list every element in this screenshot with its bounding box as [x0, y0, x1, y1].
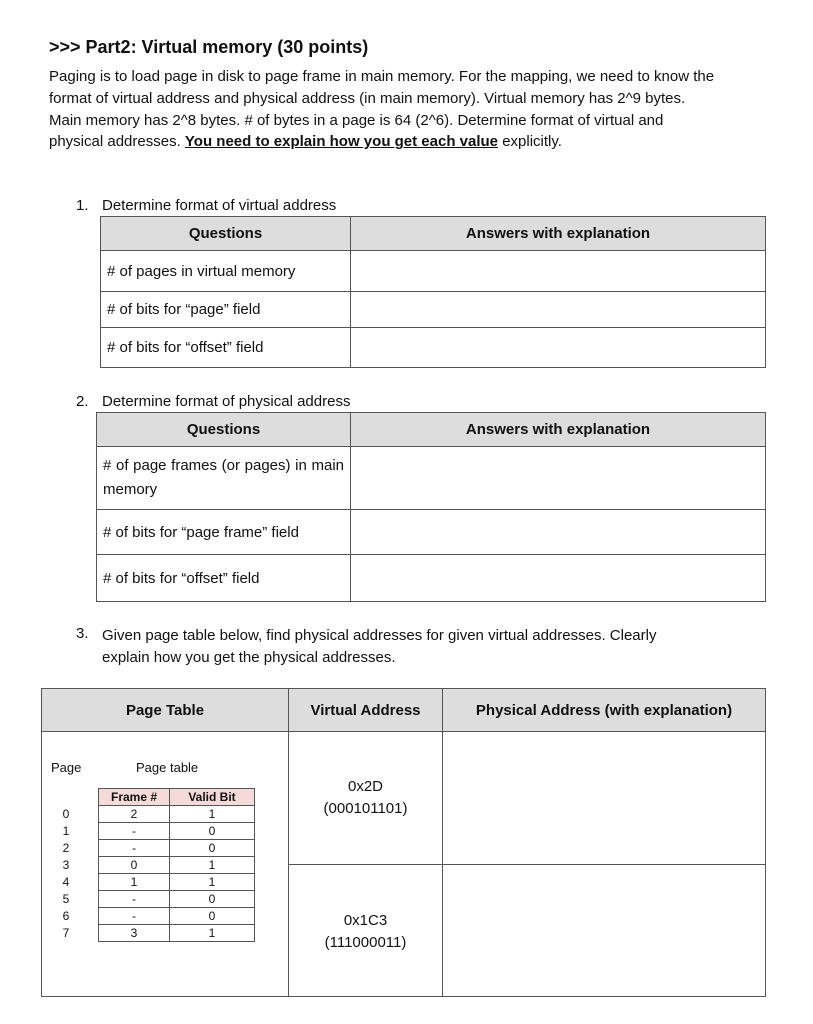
q3-col-virtual: Virtual Address: [289, 689, 443, 732]
table-row: [99, 840, 255, 857]
q1-heading-text: Determine format of virtual address: [102, 197, 337, 214]
frame-cell: -: [99, 908, 170, 925]
table-row: [99, 806, 255, 823]
physical-address-answer-cell[interactable]: [443, 865, 766, 997]
valid-cell: 0: [170, 823, 255, 840]
q1-answer-cell[interactable]: [351, 251, 766, 292]
q1-answer-cell[interactable]: [351, 292, 766, 328]
q2-heading: [76, 393, 350, 410]
q1-row-question: # of bits for “offset” field: [101, 328, 351, 368]
table-row: [99, 874, 255, 891]
q3-table: [41, 688, 766, 997]
virtual-address-cell: [289, 865, 443, 997]
table-row: [99, 891, 255, 908]
page-title: >>> Part2: Virtual memory (30 points): [49, 37, 369, 57]
q2-answer-cell[interactable]: [351, 447, 766, 510]
page-index: 3: [62, 858, 70, 872]
q2-heading-text: Determine format of physical address: [102, 393, 351, 410]
page-index: 6: [62, 909, 70, 923]
virtual-address-binary: (111000011): [324, 934, 407, 951]
intro-tail: explicitly.: [498, 133, 562, 151]
valid-cell: 1: [170, 857, 255, 874]
q2-row-question: # of bits for “offset” field: [97, 555, 351, 602]
frame-header: Frame #: [99, 789, 170, 806]
q1-row-question: # of bits for “page” field: [101, 292, 351, 328]
page-table: [98, 788, 255, 942]
table-row: [99, 857, 255, 874]
q2-table: [96, 412, 766, 602]
q3-number: 3.: [76, 625, 89, 642]
page-index: 0: [62, 807, 70, 821]
virtual-address-hex: 0x1C3: [343, 912, 388, 929]
q1-col-questions: Questions: [101, 217, 351, 251]
page-index: 2: [62, 841, 70, 855]
virtual-address-cell: [289, 732, 443, 865]
q1-answer-cell[interactable]: [351, 328, 766, 368]
valid-cell: 1: [170, 925, 255, 942]
q2-col-questions: Questions: [97, 413, 351, 447]
page-index: 5: [62, 892, 70, 906]
page-index: 4: [62, 875, 70, 889]
q2-answer-cell[interactable]: [351, 510, 766, 555]
valid-header: Valid Bit: [170, 789, 255, 806]
q2-col-answers: Answers with explanation: [351, 413, 766, 447]
frame-cell: 3: [99, 925, 170, 942]
q2-row-question: # of page frames (or pages) in main memory: [97, 447, 351, 510]
frame-cell: 2: [99, 806, 170, 823]
table-row: [99, 925, 255, 942]
page-label: Page: [51, 760, 82, 775]
q1-heading: [76, 197, 336, 214]
q1-row-question: # of pages in virtual memory: [101, 251, 351, 292]
intro-text: Paging is to load page in disk to page frame in main memory. For the mapping, we need to know the format of virtual address and physical address (in main memory). Virtual memory has 2^9 bytes. Main memory has 2^8 bytes. # of bytes in a page is 64 (2^6). Determine format of virtual and physical addresses.: [49, 68, 715, 151]
q3-col-physical: Physical Address (with explanation): [443, 689, 766, 732]
frame-cell: -: [99, 823, 170, 840]
table-row: [99, 823, 255, 840]
q2-row-question: # of bits for “page frame” field: [97, 510, 351, 555]
virtual-address-hex: 0x2D: [347, 778, 384, 795]
valid-cell: 1: [170, 874, 255, 891]
q3-col-page-table: Page Table: [42, 689, 289, 732]
q3-heading-text: Given page table below, find physical addresses for given virtual addresses. Clearly explain how you get the physical addresses.: [102, 627, 657, 666]
page-table-cell: [42, 732, 289, 997]
q1-col-answers: Answers with explanation: [351, 217, 766, 251]
valid-cell: 1: [170, 806, 255, 823]
page-index: 7: [62, 926, 70, 940]
q2-answer-cell[interactable]: [351, 555, 766, 602]
table-row: [99, 908, 255, 925]
frame-cell: 0: [99, 857, 170, 874]
page-index: 1: [62, 824, 70, 838]
physical-address-answer-cell[interactable]: [443, 732, 766, 865]
frame-cell: -: [99, 840, 170, 857]
intro-emphasis: You need to explain how you get each value: [184, 133, 499, 151]
frame-cell: 1: [99, 874, 170, 891]
valid-cell: 0: [170, 908, 255, 925]
q1-table: [100, 216, 766, 368]
frame-cell: -: [99, 891, 170, 908]
page-table-figure: [42, 732, 288, 992]
valid-cell: 0: [170, 891, 255, 908]
valid-cell: 0: [170, 840, 255, 857]
intro-paragraph: [49, 66, 719, 153]
q2-number: 2.: [76, 393, 89, 410]
q1-number: 1.: [76, 197, 89, 214]
q3-heading: [76, 625, 702, 669]
virtual-address-binary: (000101101): [323, 800, 408, 817]
page-table-label: Page table: [136, 760, 199, 775]
